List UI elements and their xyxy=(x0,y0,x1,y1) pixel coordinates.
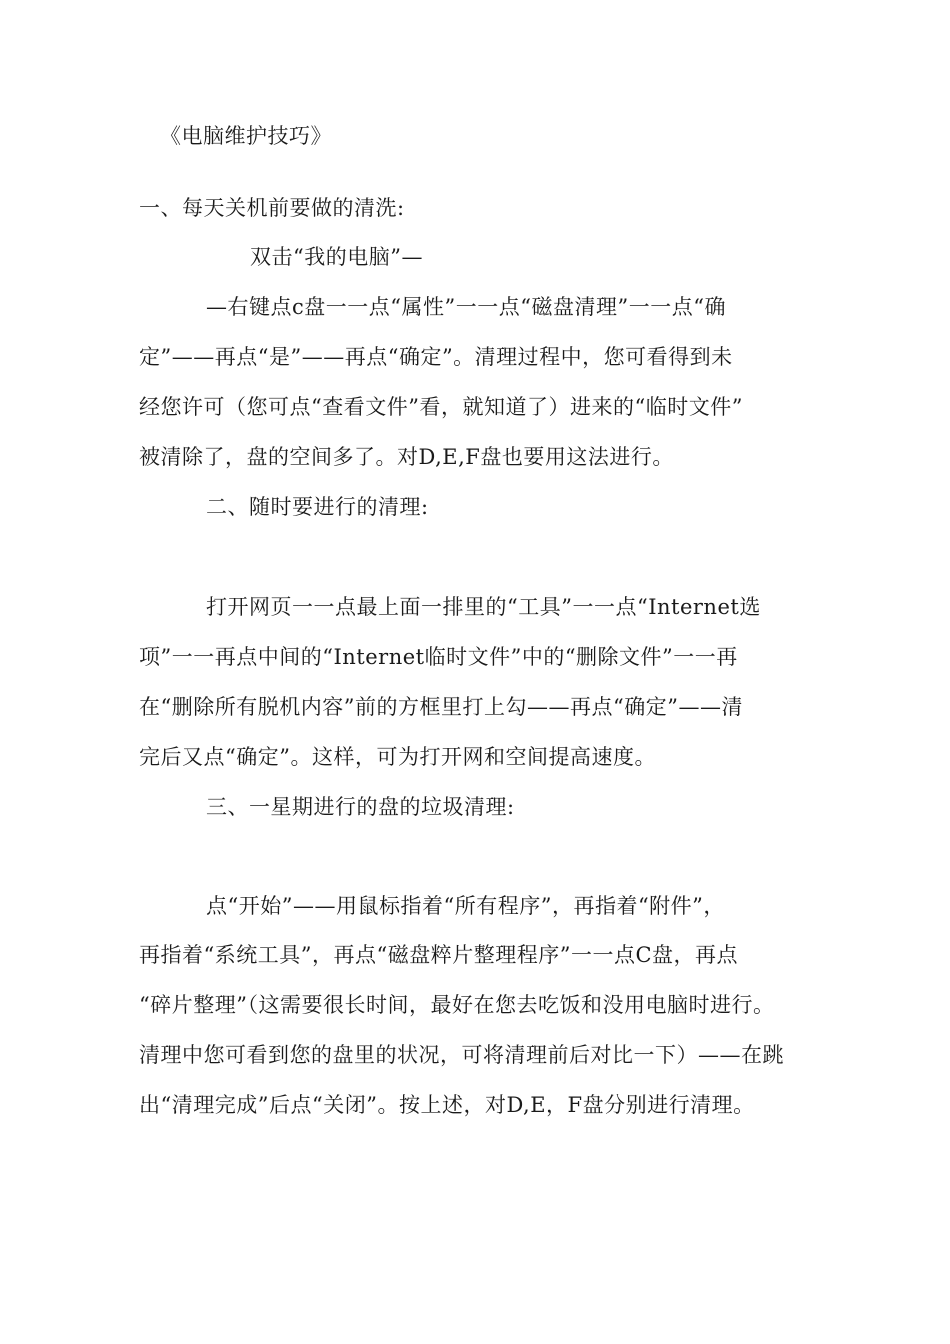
document-title: 《电脑维护技巧》 xyxy=(160,124,332,148)
section-1-heading: 一、每天关机前要做的清洗: xyxy=(139,196,405,220)
section-3-line: 出“清理完成”后点“关闭”。按上述，对D,E，F盘分别进行清理。 xyxy=(139,1093,755,1117)
section-1-line: 定”——再点“是”——再点“确定”。清理过程中，您可看得到未 xyxy=(139,345,733,369)
section-2-line: 打开网页一一点最上面一排里的“工具”一一点“Internet选 xyxy=(206,595,761,619)
section-2-heading: 二、随时要进行的清理: xyxy=(206,495,429,519)
section-3-heading: 三、一星期进行的盘的垃圾清理: xyxy=(206,795,515,819)
section-3-line: “碎片整理”（这需要很长时间，最好在您去吃饭和没用电脑时进行。 xyxy=(139,993,775,1017)
section-3-line: 再指着“系统工具”，再点“磁盘粹片整理程序”一一点C盘，再点 xyxy=(139,943,739,967)
section-2-line: 项”一一再点中间的“Internet临时文件”中的“删除文件”一一再 xyxy=(139,645,738,669)
section-1-line: —右键点c盘一一点“属性”一一点“磁盘清理”一一点“确 xyxy=(206,295,726,319)
section-3-line: 清理中您可看到您的盘里的状况，可将清理前后对比一下）——在跳 xyxy=(139,1043,784,1067)
section-1-intro: 双击“我的电脑”— xyxy=(250,245,423,269)
section-2-line: 在“删除所有脱机内容”前的方框里打上勾——再点“确定”——清 xyxy=(139,695,743,719)
section-1-line: 经您许可（您可点“查看文件”看，就知道了）进来的“临时文件” xyxy=(139,395,743,419)
section-1-line: 被清除了，盘的空间多了。对D,E,F盘也要用这法进行。 xyxy=(139,445,674,469)
section-2-line: 完后又点“确定”。这样，可为打开网和空间提高速度。 xyxy=(139,745,656,769)
section-3-line: 点“开始”——用鼠标指着“所有程序”，再指着“附件”， xyxy=(206,894,725,918)
